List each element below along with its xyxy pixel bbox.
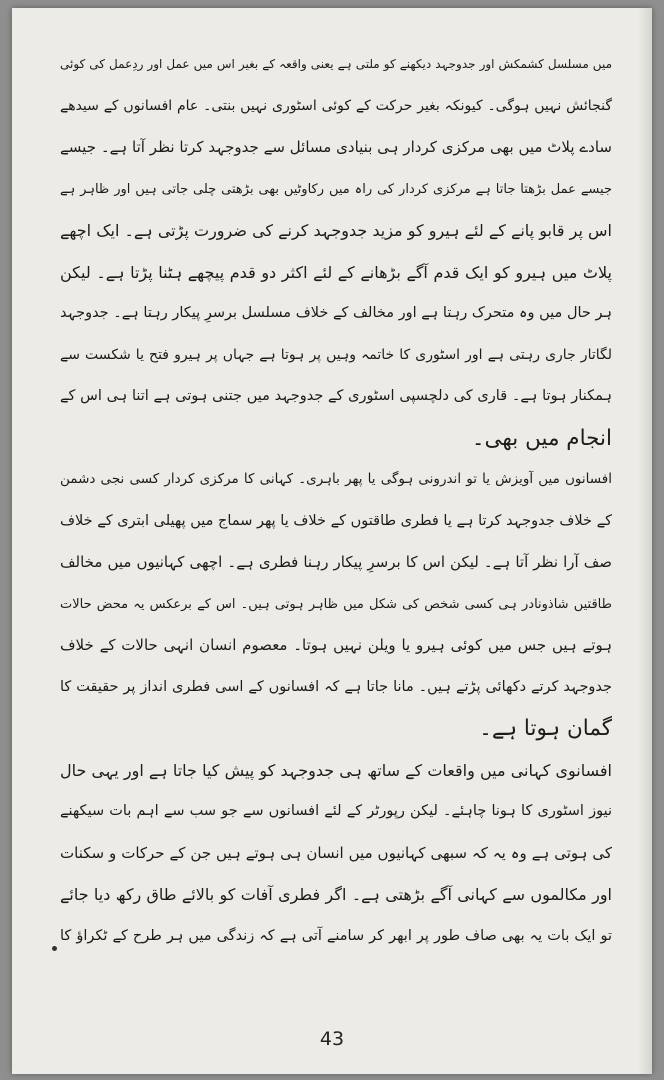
text-line: جدوجہد کرتے دکھائی پڑتے ہیں۔ مانا جاتا ہے کہ افسانوں کے اسی فطری انداز پر حقیقت کا bbox=[60, 678, 612, 695]
text-line: کے خلاف جدوجہد کرتا ہے یا فطری طاقتوں کے خلاف یا پھر سماج میں پھیلی ابتری کے خلاف bbox=[60, 512, 612, 529]
text-line: نیوز اسٹوری کا ہونا چاہئے۔ لیکن رپورٹر کے لئے افسانوں سے جو سب سے اہم بات سیکھنے bbox=[60, 803, 612, 819]
text-line: ہمکنار ہوتا ہے۔ قاری کی دلچسپی اسٹوری کے جدوجہد میں جتنی ہوتی ہے اتنا ہی اس کے bbox=[60, 388, 612, 404]
text-line: میں مسلسل کشمکش اور جدوجہد دیکھنے کو ملتی ہے یعنی واقعہ کے بغیر اس میں عمل اور ردِعمل کی کوئی bbox=[60, 57, 612, 71]
paragraph-2 bbox=[60, 459, 612, 750]
text-line: جیسے عمل بڑھتا جاتا ہے مرکزی کردار کی راہ میں رکاوٹیں بھی بڑھتی چلی جاتی ہیں اور ظاہر ہے bbox=[60, 181, 612, 197]
text-line: اس پر قابو پانے کے لئے ہیرو کو مزید جدوجہد کرنے کی ضرورت پڑتی ہے۔ ایک اچھے bbox=[60, 221, 612, 240]
text-line: طاقتیں شاذونادر ہی کسی شخص کی شکل میں ظاہر ہوتی ہیں۔ اس کے برعکس یہ محض حالات bbox=[60, 596, 612, 612]
text-line: پلاٹ میں ہیرو کو ایک قدم آگے بڑھانے کے لئے اکثر دو قدم پیچھے ہٹنا پڑتا ہے۔ لیکن bbox=[60, 262, 612, 282]
body-text bbox=[60, 44, 612, 957]
text-line: ہوتے ہیں جس میں کوئی ہیرو یا ویلن نہیں ہوتا۔ معصوم انسان انہی حالات کے خلاف bbox=[60, 636, 612, 654]
text-line: گنجائش نہیں ہوگی۔ کیونکہ بغیر حرکت کے کوئی اسٹوری نہیں بنتی۔ عام افسانوں کے سیدھے bbox=[60, 97, 612, 114]
text-line: تو ایک بات یہ بھی صاف طور پر ابھر کر سامنے آتی ہے کہ زندگی میں ہر طرح کے ٹکراؤ کا bbox=[60, 927, 612, 944]
margin-ink-dot bbox=[52, 946, 57, 951]
text-line: سادے پلاٹ میں بھی مرکزی کردار ہی بنیادی مسائل سے جدوجہد کرتا نظر آتا ہے۔ جیسے bbox=[60, 138, 612, 156]
text-line: ہر حال میں وہ متحرک رہتا ہے اور مخالف کے خلاف مسلسل برسرِ پیکار رہتا ہے۔ جدوجہد bbox=[60, 305, 612, 321]
text-line: افسانوی کہانی میں واقعات کے ساتھ ہی جدوجہد کو پیش کیا جاتا ہے اور یہی حال bbox=[60, 760, 612, 780]
text-line: انجام میں بھی۔ bbox=[471, 425, 612, 451]
page-number: 43 bbox=[319, 1028, 345, 1050]
text-line: کی ہوتی ہے وہ یہ کہ سبھی کہانیوں میں انسان ہی ہوتے ہیں جن کے حرکات و سکنات bbox=[60, 843, 612, 862]
paragraph-1 bbox=[60, 44, 612, 459]
book-page bbox=[12, 8, 652, 1074]
text-line: اور مکالموں سے کہانی آگے بڑھتی ہے۔ اگر فطری آفات کو بالائے طاق رکھ دیا جائے bbox=[60, 885, 612, 904]
text-line: لگاتار جاری رہتی ہے اور اسٹوری کا خاتمہ وہیں پر ہوتا ہے جہاں پر ہیرو فتح یا شکست سے bbox=[60, 346, 612, 363]
page-binding-shadow bbox=[638, 8, 652, 1074]
text-line: افسانوں میں آویزش یا تو اندرونی ہوگی یا پھر باہری۔ کہانی کا مرکزی کردار کسی نجی دشمن bbox=[60, 471, 612, 487]
text-line: صف آرا نظر آتا ہے۔ لیکن اس کا برسرِ پیکار رہنا فطری ہے۔ اچھی کہانیوں میں مخالف bbox=[60, 553, 612, 571]
paragraph-3 bbox=[60, 750, 612, 958]
text-line: گمان ہوتا ہے۔ bbox=[479, 716, 612, 741]
